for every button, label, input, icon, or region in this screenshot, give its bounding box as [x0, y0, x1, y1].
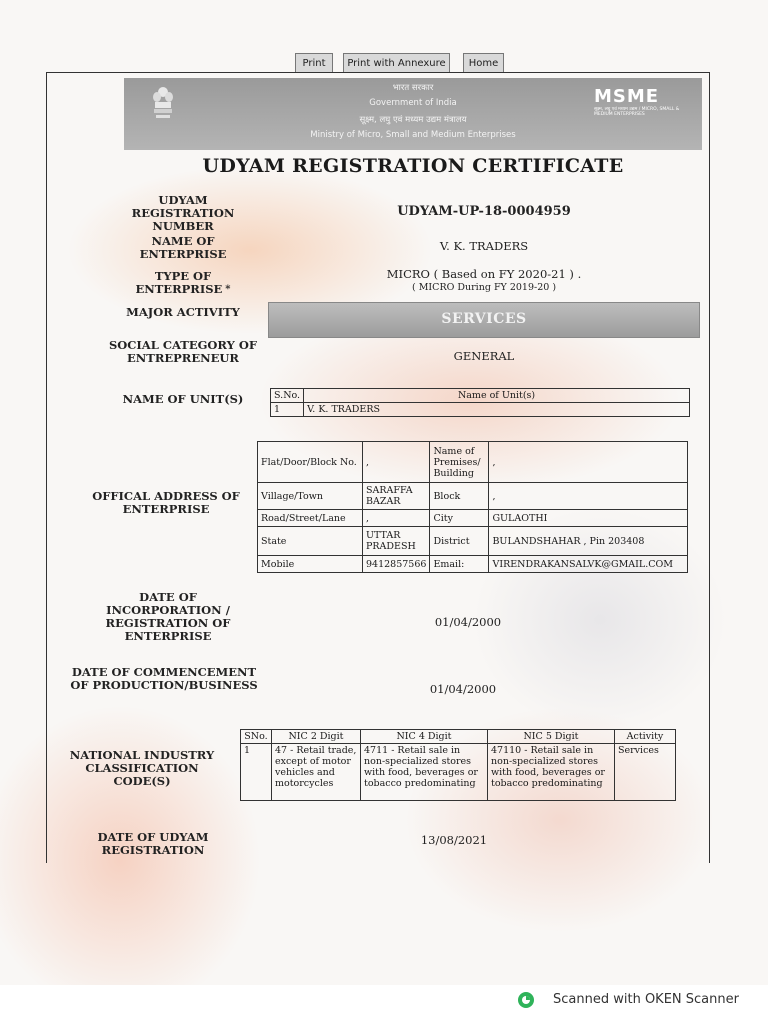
enterprise-type-footnote-mark: *	[225, 284, 231, 295]
home-button[interactable]: Home	[463, 53, 504, 73]
table-row	[258, 442, 688, 483]
email-label: Email:	[430, 556, 489, 573]
header-government-line: Government of India	[369, 98, 457, 108]
table-row	[258, 510, 688, 527]
table-row	[258, 527, 688, 556]
district-value: BULANDSHAHAR , Pin 203408	[489, 527, 688, 556]
registration-number-label: UDYAM REGISTRATION NUMBER	[131, 193, 235, 233]
district-label: District	[430, 527, 489, 556]
major-activity-bar	[268, 302, 700, 338]
commencement-date-value: 01/04/2000	[429, 682, 497, 696]
premises-value: ,	[489, 442, 688, 483]
msme-logo-text: MSME	[594, 86, 660, 107]
units-table-header-row	[271, 389, 690, 403]
nic-table-header-row	[241, 730, 676, 744]
enterprise-name-label: NAME OF ENTERPRISE	[139, 234, 227, 261]
nic-table	[240, 729, 676, 801]
udyam-date-label: DATE OF UDYAM REGISTRATION	[97, 830, 209, 857]
flat-label: Flat/Door/Block No.	[258, 442, 363, 483]
nic-label: NATIONAL INDUSTRY CLASSIFICATION CODE(S)	[69, 748, 215, 788]
major-activity-value: SERVICES	[441, 311, 527, 327]
print-button[interactable]: Print	[295, 53, 333, 73]
address-table	[257, 441, 688, 573]
major-activity-label: MAJOR ACTIVITY	[126, 305, 240, 319]
table-row	[258, 556, 688, 573]
scanner-text: Scanned with OKEN Scanner	[553, 992, 739, 1007]
registration-number-value: UDYAM-UP-18-0004959	[397, 204, 571, 219]
oken-scanner-icon	[517, 991, 535, 1009]
state-value: UTTAR PRADESH	[363, 527, 430, 556]
road-label: Road/Street/Lane	[258, 510, 363, 527]
state-label: State	[258, 527, 363, 556]
header-hindi-line: भारत सरकार	[392, 83, 434, 93]
nic-cell-5digit: 47110 - Retail sale in non-specialized stores with food, beverages or tobacco predominating	[488, 744, 615, 801]
mobile-label: Mobile	[258, 556, 363, 573]
units-header-sno: S.No.	[271, 389, 304, 403]
village-label: Village/Town	[258, 483, 363, 510]
city-label: City	[430, 510, 489, 527]
social-category-label: SOCIAL CATEGORY OF ENTREPRENEUR	[108, 338, 258, 365]
village-value: SARAFFA BAZAR	[363, 483, 430, 510]
flat-value: ,	[363, 442, 430, 483]
government-header	[124, 78, 702, 150]
nic-cell-2digit: 47 - Retail trade, except of motor vehicles and motorcycles	[272, 744, 361, 801]
enterprise-name-value: V. K. TRADERS	[439, 239, 529, 253]
certificate-title: UDYAM REGISTRATION CERTIFICATE	[202, 155, 624, 177]
city-value: GULAOTHI	[489, 510, 688, 527]
nic-cell-4digit: 4711 - Retail sale in non-specialized stores with food, beverages or tobacco predominating	[361, 744, 488, 801]
msme-logo-icon	[594, 86, 686, 126]
commencement-date-label: DATE OF COMMENCEMENT OF PRODUCTION/BUSINESS	[70, 665, 258, 692]
nic-header-sno: SNo.	[241, 730, 272, 744]
nic-cell-sno: 1	[241, 744, 272, 801]
nic-cell-activity: Services	[615, 744, 676, 801]
incorporation-date-label: DATE OF INCORPORATION / REGISTRATION OF ENTERPRISE	[105, 590, 231, 643]
social-category-value: GENERAL	[453, 349, 515, 363]
table-row	[241, 744, 676, 801]
block-label: Block	[430, 483, 489, 510]
table-row	[258, 483, 688, 510]
nic-header-2digit: NIC 2 Digit	[272, 730, 361, 744]
units-cell-name: V. K. TRADERS	[304, 403, 690, 417]
nic-header-4digit: NIC 4 Digit	[361, 730, 488, 744]
premises-label: Name of Premises/ Building	[430, 442, 489, 483]
header-ministry-line: Ministry of Micro, Small and Medium Enterprises	[310, 130, 516, 140]
nic-header-5digit: NIC 5 Digit	[488, 730, 615, 744]
table-row	[271, 403, 690, 417]
enterprise-type-label-text: TYPE OF ENTERPRISE	[135, 269, 223, 296]
road-value: ,	[363, 510, 430, 527]
mobile-value: 9412857566	[363, 556, 430, 573]
units-cell-sno: 1	[271, 403, 304, 417]
incorporation-date-value: 01/04/2000	[434, 615, 502, 629]
address-label: OFFICAL ADDRESS OF ENTERPRISE	[92, 489, 240, 516]
msme-logo-subtext: सूक्ष्म, लघु एवं मध्यम उद्यम / MICRO, SMALL & MEDIUM ENTERPRISES	[594, 107, 680, 117]
udyam-date-value: 13/08/2021	[420, 833, 488, 847]
enterprise-type-label	[110, 270, 256, 296]
header-ministry-hindi-line: सूक्ष्म, लघु एवं मध्यम उद्यम मंत्रालय	[359, 115, 467, 125]
units-table	[270, 388, 690, 417]
units-label: NAME OF UNIT(S)	[122, 392, 244, 406]
nic-header-activity: Activity	[615, 730, 676, 744]
enterprise-type-previous: ( MICRO During FY 2019-20 )	[411, 282, 557, 293]
units-header-name: Name of Unit(s)	[304, 389, 690, 403]
email-value: VIRENDRAKANSALVK@GMAIL.COM	[489, 556, 688, 573]
block-value: ,	[489, 483, 688, 510]
enterprise-type-value: MICRO ( Based on FY 2020-21 ) .	[386, 267, 582, 281]
print-with-annexure-button[interactable]: Print with Annexure	[343, 53, 450, 73]
